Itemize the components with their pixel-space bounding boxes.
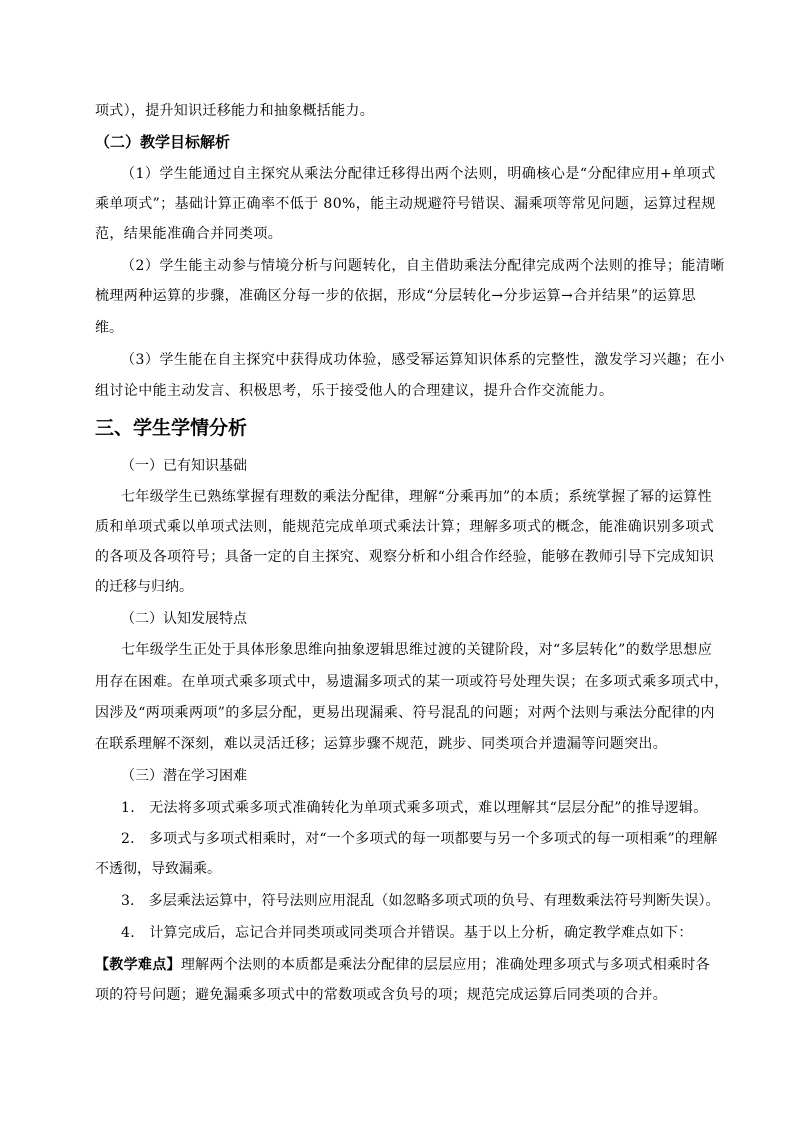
list-item: 2. 多项式与多项式相乘时，对“一个多项式的每一项都要与另一个多项式的每一项相乘”的理解 — [121, 831, 718, 847]
paragraph-line: 七年级学生正处于具体形象思维向抽象逻辑思维过渡的关键阶段，对“多层转化”的数学思想应 — [121, 642, 713, 658]
paragraph-line: 七年级学生已熟练掌握有理数的乘法分配律，理解“分乘再加”的本质；系统掌握了幂的运算性 — [121, 489, 713, 505]
difficulty-label: 【教学难点】 — [95, 957, 181, 973]
paragraph-line: 梳理两种运算的步骤，准确区分每一步的依据，形成“分层转化→分步运算→合并结果”的运算思 — [95, 288, 696, 304]
paragraph-line: （2）学生能主动参与情境分析与问题转化，自主借助乘法分配律完成两个法则的推导；能清晰 — [121, 258, 725, 274]
section-heading-teaching-objectives: （二）教学目标解析 — [95, 133, 231, 151]
difficulty-text: 理解两个法则的本质都是乘法分配律的层层应用；准确处理多项式与多项式相乘时各 — [180, 957, 710, 973]
paragraph-line: 质和单项式乘以单项式法则，能规范完成单项式乘法计算；理解多项式的概念，能准确识别多项式 — [95, 519, 715, 535]
subsection-heading: （一）已有知识基础 — [121, 458, 247, 474]
list-item: 3. 多层乘法运算中，符号法则应用混乱（如忽略多项式项的负号、有理数乘法符号判断失误）。 — [121, 893, 720, 909]
subsection-heading: （三）潜在学习困难 — [121, 768, 247, 784]
paragraph-line: 维。 — [95, 320, 123, 336]
difficulty-paragraph-line — [95, 955, 710, 975]
paragraph-line: 范，结果能准确合并同类项。 — [95, 226, 283, 242]
paragraph-line: 因涉及“两项乘两项”的多层分配，更易出现漏乘、符号混乱的问题；对两个法则与乘法分配律的内 — [95, 705, 715, 721]
paragraph-line: 不透彻，导致漏乘。 — [95, 861, 221, 877]
paragraph-line: （3）学生能在自主探究中获得成功体验，感受幂运算知识体系的完整性，激发学习兴趣；在小 — [121, 352, 725, 368]
paragraph-line: 项的符号问题；避免漏乘多项式中的常数项或含负号的项；规范完成运算后同类项的合并。 — [95, 987, 667, 1003]
section-heading-student-analysis: 三、学生学情分析 — [95, 417, 248, 439]
paragraph-line: （1）学生能通过自主探究从乘法分配律迁移得出两个法则，明确核心是“分配律应用+单项式 — [121, 166, 716, 182]
paragraph-line: 用存在困难。在单项式乘多项式中，易遗漏多项式的某一项或符号处理失误；在多项式乘多项式中， — [95, 674, 729, 690]
subsection-heading: （二）认知发展特点 — [121, 611, 247, 627]
paragraph-line: 的各项及各项符号；具备一定的自主探究、观察分析和小组合作经验，能够在教师引导下完成知识 — [95, 549, 715, 565]
paragraph-line: 组讨论中能主动发言、积极思考，乐于接受他人的合理建议，提升合作交流能力。 — [95, 383, 614, 399]
paragraph-line: 乘单项式”；基础计算正确率不低于 80%，能主动规避符号错误、漏乘项等常见问题，运算过程规 — [95, 196, 716, 212]
paragraph-line: 的迁移与归纳。 — [95, 579, 193, 595]
list-item: 1. 无法将多项式乘多项式准确转化为单项式乘多项式，难以理解其“层层分配”的推导逻辑。 — [121, 800, 708, 816]
paragraph-line: 项式），提升知识迁移能力和抽象概括能力。 — [95, 103, 374, 119]
paragraph-line: 在联系理解不深刻，难以灵活迁移；运算步骤不规范，跳步、同类项合并遗漏等问题突出。 — [95, 736, 667, 752]
list-item: 4. 计算完成后，忘记合并同类项或同类项合并错误。基于以上分析，确定教学难点如下： — [121, 925, 693, 941]
